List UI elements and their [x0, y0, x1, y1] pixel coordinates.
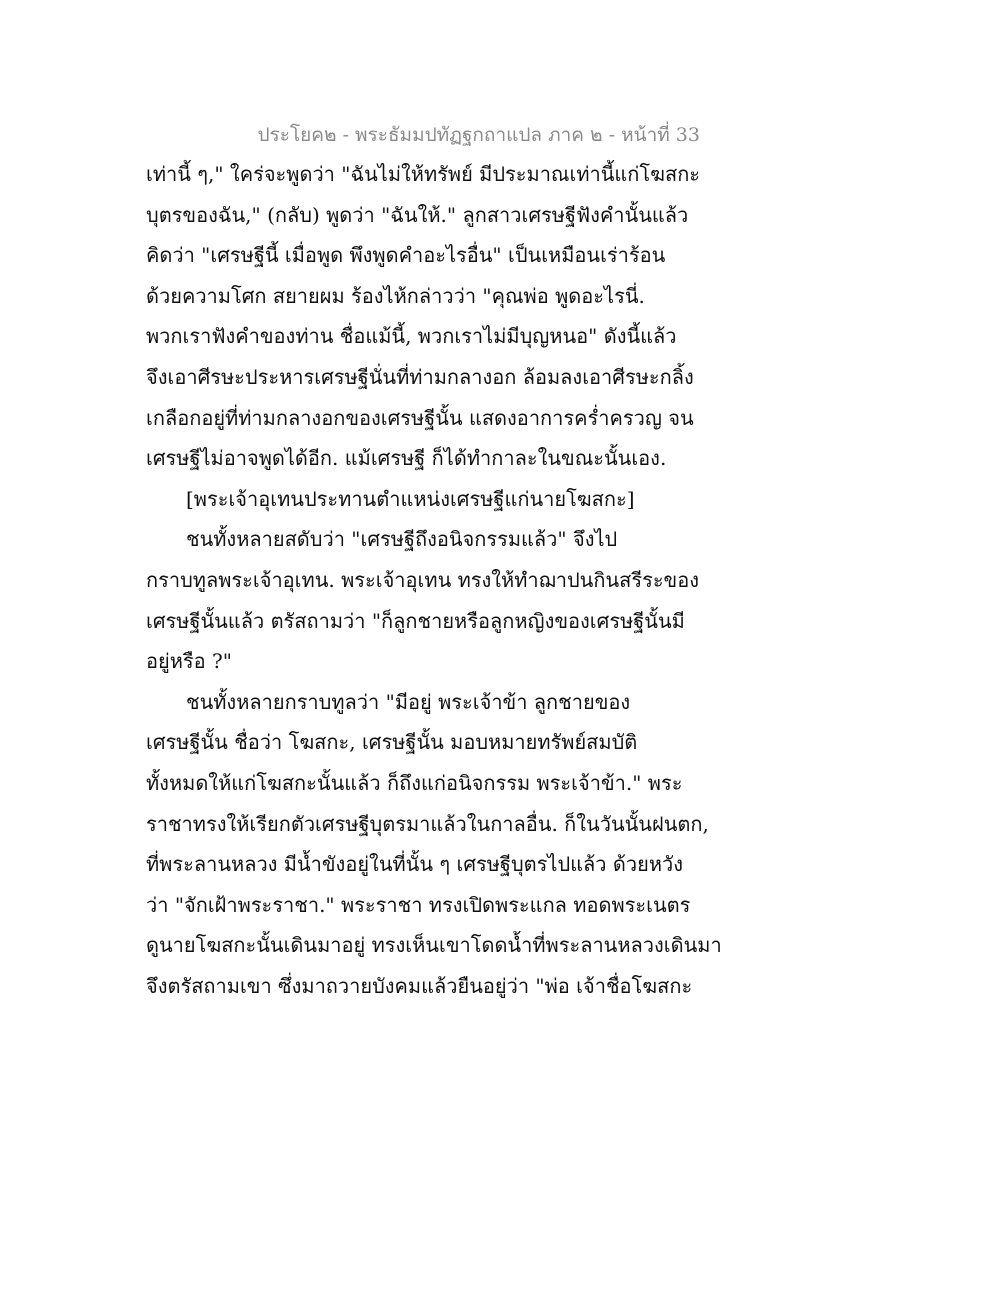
- running-header: ประโยค๒ - พระธัมมปทัฏฐกถาแปล ภาค ๒ - หน้าที่ 33: [257, 124, 700, 146]
- text-line: ว่า "จักเฝ้าพระราชา." พระราชา ทรงเปิดพระแกล ทอดพระเนตร: [146, 892, 691, 917]
- text-line: อยู่หรือ ?": [146, 649, 232, 674]
- paragraph-first-line: ชนทั้งหลายสดับว่า "เศรษฐีถึงอนิจกรรมแล้ว" จึงไป: [186, 527, 618, 552]
- text-line: คิดว่า "เศรษฐีนี้ เมื่อพูด พึงพูดคำอะไรอื่น" เป็นเหมือนเร่าร้อน: [146, 243, 666, 268]
- text-line: เกลือกอยู่ที่ท่ามกลางอกของเศรษฐีนั้น แสดงอาการคร่ำครวญ จน: [146, 405, 694, 430]
- text-line: ที่พระลานหลวง มีน้ำขังอยู่ในที่นั้น ๆ เศรษฐีบุตรไปแล้ว ด้วยหวัง: [146, 852, 684, 877]
- text-line: ด้วยความโศก สยายผม ร้องไห้กล่าวว่า "คุณพ่อ พูดอะไรนี่.: [146, 283, 645, 308]
- text-line: เศรษฐีไม่อาจพูดได้อีก. แม้เศรษฐี ก็ได้ทำกาละในขณะนั้นเอง.: [146, 446, 667, 471]
- text-line: เท่านี้ ๆ," ใคร่จะพูดว่า "ฉันไม่ให้ทรัพย์ มีประมาณเท่านี้แก่โฆสกะ: [146, 162, 701, 186]
- text-line: กราบทูลพระเจ้าอุเทน. พระเจ้าอุเทน ทรงให้ทำฌาปนกินสรีระของ: [146, 567, 700, 592]
- text-line: จึงเอาศีรษะประหารเศรษฐีนั่นที่ท่ามกลางอก ล้อมลงเอาศีรษะกลิ้ง: [146, 364, 694, 389]
- text-line: ทั้งหมดให้แก่โฆสกะนั้นแล้ว ก็ถึงแก่อนิจกรรม พระเจ้าข้า." พระ: [146, 770, 683, 795]
- text-line: จึงตรัสถามเขา ซึ่งมาถวายบังคมแล้วยืนอยู่ว่า "พ่อ เจ้าชื่อโฆสกะ: [146, 973, 693, 998]
- text-line: ดูนายโฆสกะนั้นเดินมาอยู่ ทรงเห็นเขาโดดน้ำที่พระลานหลวงเดินมา: [146, 933, 722, 958]
- section-heading: [พระเจ้าอุเทนประทานตำแหน่งเศรษฐีแก่นายโฆสกะ]: [186, 486, 635, 511]
- text-line: เศรษฐีนั้น ชื่อว่า โฆสกะ, เศรษฐีนั้น มอบหมายทรัพย์สมบัติ: [146, 730, 638, 755]
- paragraph-first-line: ชนทั้งหลายกราบทูลว่า "มีอยู่ พระเจ้าข้า ลูกชายของ: [186, 689, 631, 714]
- text-line: พวกเราฟังคำของท่าน ชื่อแม้นี้, พวกเราไม่มีบุญหนอ" ดังนี้แล้ว: [146, 324, 677, 349]
- text-line: ราชาทรงให้เรียกตัวเศรษฐีบุตรมาแล้วในกาลอื่น. ก็ในวันนั้นฝนตก,: [146, 811, 709, 836]
- page-body: [146, 154, 722, 1006]
- text-line: บุตรของฉัน," (กลับ) พูดว่า "ฉันให้." ลูกสาวเศรษฐีฟังคำนั้นแล้ว: [146, 202, 689, 227]
- text-line: เศรษฐีนั้นแล้ว ตรัสถามว่า "ก็ลูกชายหรือลูกหญิงของเศรษฐีนั้นมี: [146, 608, 685, 633]
